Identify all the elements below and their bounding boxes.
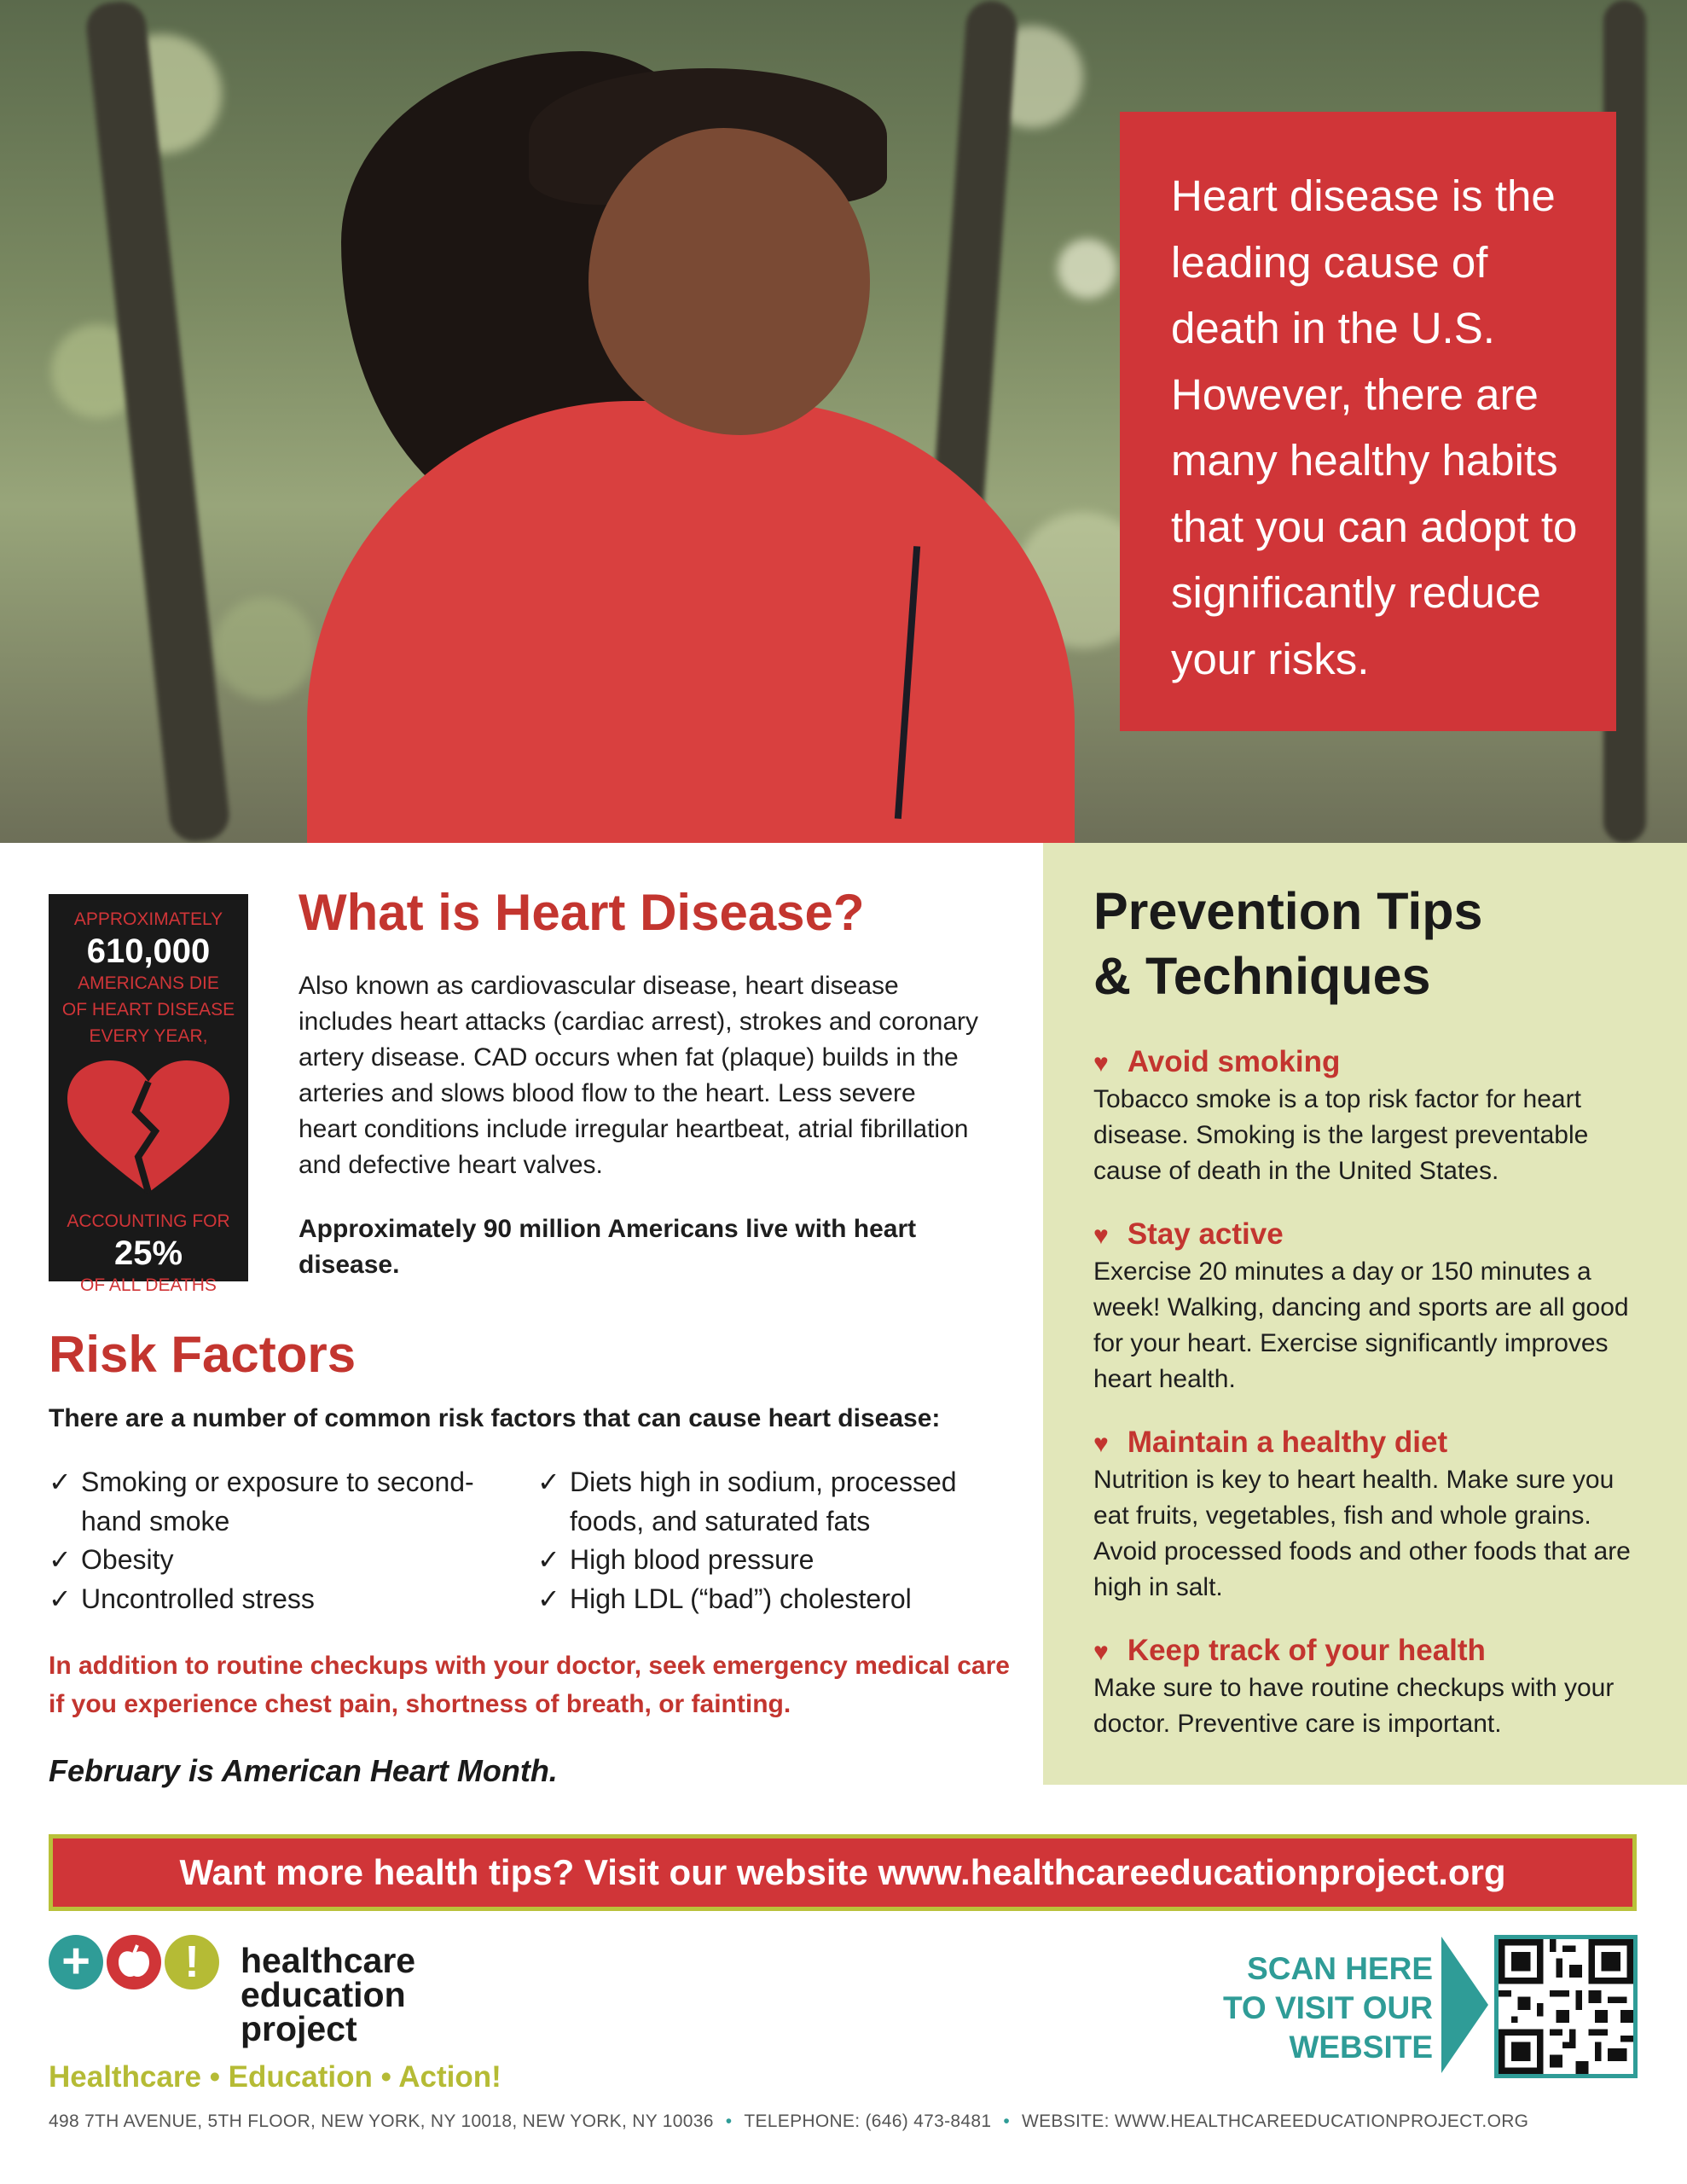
tagline: Healthcare • Education • Action! bbox=[49, 2060, 501, 2094]
emergency-warning: In addition to routine checkups with your doctor, seek emergency medical care if you experience chest pain, shortness of breath, or fainting. bbox=[49, 1652, 1010, 1718]
tip-track-health: ♥ Keep track of your health Make sure to have routine checkups with your doctor. Preventive care is important. bbox=[1093, 1633, 1639, 1742]
heart-icon: ♥ bbox=[1093, 1430, 1109, 1458]
check-icon: ✓ bbox=[537, 1467, 560, 1497]
risk-item: ✓ Smoking or exposure to second-hand smoke bbox=[49, 1463, 492, 1541]
risk-item: ✓ High blood pressure bbox=[537, 1541, 1015, 1580]
check-icon: ✓ bbox=[537, 1583, 560, 1614]
risk-item: ✓ Diets high in sodium, processed foods, and saturated fats bbox=[537, 1463, 1015, 1541]
stat-box bbox=[49, 894, 248, 1295]
what-is-title: What is Heart Disease? bbox=[299, 884, 865, 941]
stat-line: OF ALL DEATHS bbox=[80, 1275, 217, 1295]
footer: 498 7TH AVENUE, 5TH FLOOR, NEW YORK, NY 10018, NEW YORK, NY 10036 • TELEPHONE: (646) 473-8481 • WEBSITE: WWW.HEALTHCAREEDUCATIONPROJECT.ORG bbox=[49, 2111, 1529, 2131]
footer-phone: TELEPHONE: (646) 473-8481 bbox=[744, 2111, 992, 2131]
stat-number: 25% bbox=[113, 1234, 183, 1272]
what-is-body: Also known as cardiovascular disease, heart disease includes heart attacks (cardiac arrest), strokes and coronary artery disease. CAD occurs when fat (plaque) builds in the arteries and slows blood flow to the heart. Less severe heart conditions include irregular heartbeat, atrial fibrillation and defective heart valves. bbox=[299, 972, 979, 1179]
stat-line: ACCOUNTING FOR bbox=[67, 1211, 230, 1231]
heart-icon: ♥ bbox=[1093, 1222, 1109, 1250]
risk-intro: There are a number of common risk factors that can cause heart disease: bbox=[49, 1404, 941, 1432]
risk-item: ✓ Obesity bbox=[49, 1541, 492, 1580]
check-icon: ✓ bbox=[537, 1544, 560, 1575]
hero-callout bbox=[1120, 112, 1616, 731]
broken-heart-icon bbox=[63, 1056, 234, 1201]
risk-item: ✓ High LDL (“bad”) cholesterol bbox=[537, 1580, 1015, 1619]
arrow-icon bbox=[1441, 1937, 1488, 2073]
qr-code[interactable] bbox=[1494, 1935, 1638, 2078]
tip-body: Make sure to have routine checkups with your doctor. Preventive care is important. bbox=[1093, 1674, 1615, 1738]
plus-icon: + bbox=[49, 1935, 103, 1989]
risk-list-right bbox=[537, 1463, 1015, 1618]
website-banner[interactable]: Want more health tips? Visit our website www.healthcareeducationproject.org bbox=[49, 1834, 1637, 1911]
risk-item: ✓ Uncontrolled stress bbox=[49, 1580, 492, 1619]
tip-avoid-smoking: ♥ Avoid smoking Tobacco smoke is a top risk factor for heart disease. Smoking is the largest preventable cause of death in the United States. bbox=[1093, 1044, 1639, 1189]
hero-callout-text: Heart disease is the leading cause of death in the U.S. However, there are many healthy habits that you can adopt to significantly reduce your risks. bbox=[1171, 171, 1578, 683]
stat-number: 610,000 bbox=[86, 932, 211, 970]
tip-body: Exercise 20 minutes a day or 150 minutes a week! Walking, dancing and sports are all good for your heart. Exercise significantly improves heart health. bbox=[1093, 1258, 1629, 1393]
tip-body: Nutrition is key to heart health. Make sure you eat fruits, vegetables, fish and whole grains. Avoid processed foods and other foods that are high in salt. bbox=[1093, 1466, 1631, 1601]
heart-month-note: February is American Heart Month. bbox=[49, 1753, 558, 1788]
risk-list-left bbox=[49, 1463, 492, 1618]
tip-healthy-diet: ♥ Maintain a healthy diet Nutrition is key to heart health. Make sure you eat fruits, vegetables, fish and whole grains. Avoid processed foods and other foods that are high in salt. bbox=[1093, 1425, 1639, 1606]
what-is-note: Approximately 90 million Americans live with heart disease. bbox=[299, 1215, 917, 1279]
prevention-title: Prevention Tips & Techniques bbox=[1093, 882, 1483, 1005]
footer-website[interactable]: WEBSITE: WWW.HEALTHCAREEDUCATIONPROJECT.ORG bbox=[1021, 2111, 1529, 2131]
logo-wordmark: healthcare education project bbox=[241, 1941, 416, 2048]
check-icon: ✓ bbox=[49, 1583, 72, 1614]
scan-text: SCAN HERE TO VISIT OUR WEBSITE bbox=[1222, 1951, 1433, 2065]
heart-icon: ♥ bbox=[1093, 1049, 1109, 1077]
heart-icon: ♥ bbox=[1093, 1638, 1109, 1666]
footer-address: 498 7TH AVENUE, 5TH FLOOR, NEW YORK, NY 10018, NEW YORK, NY 10036 bbox=[49, 2111, 714, 2131]
risk-title: Risk Factors bbox=[49, 1326, 357, 1383]
apple-icon bbox=[107, 1935, 161, 1989]
tip-body: Tobacco smoke is a top risk factor for heart disease. Smoking is the largest preventable cause of death in the United States. bbox=[1093, 1085, 1589, 1185]
stat-line: APPROXIMATELY bbox=[73, 909, 223, 929]
stat-line: OF HEART DISEASE bbox=[61, 1000, 235, 1019]
check-icon: ✓ bbox=[49, 1467, 72, 1497]
check-icon: ✓ bbox=[49, 1544, 72, 1575]
stat-line: EVERY YEAR, bbox=[89, 1026, 208, 1046]
stat-line: AMERICANS DIE bbox=[78, 973, 219, 993]
tip-stay-active: ♥ Stay active Exercise 20 minutes a day or 150 minutes a week! Walking, dancing and sports are all good for your heart. Exercise significantly improves heart health. bbox=[1093, 1217, 1639, 1397]
exclamation-icon: ! bbox=[165, 1935, 219, 1989]
